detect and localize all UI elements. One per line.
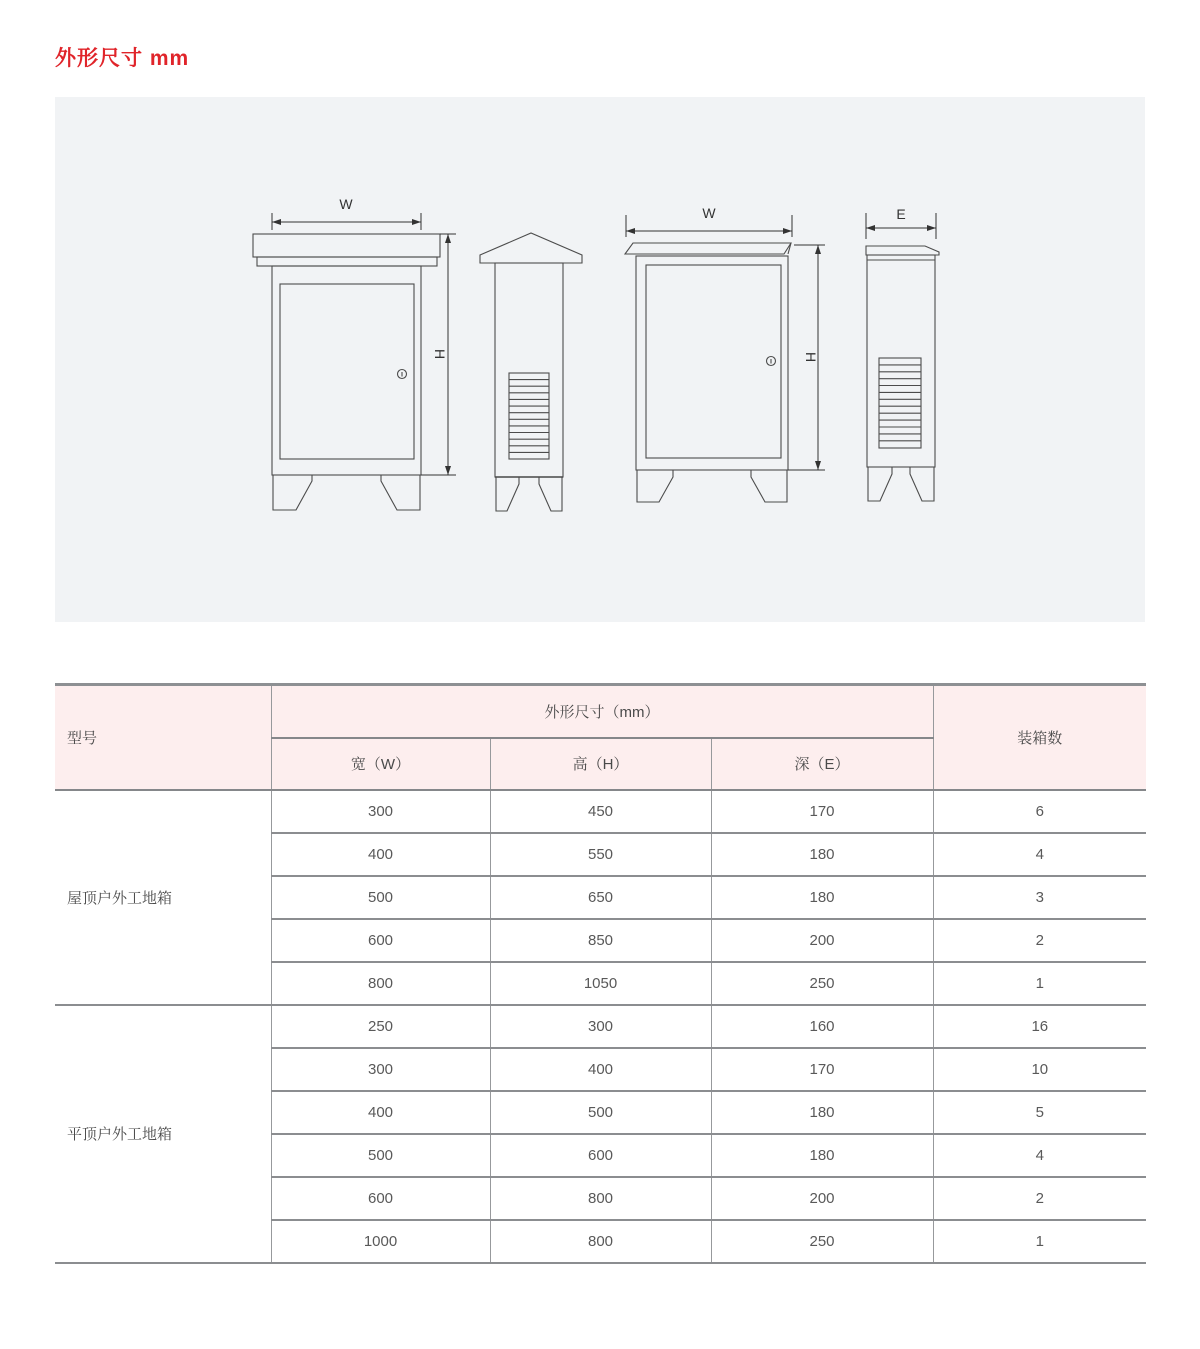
roof-cap <box>253 234 440 257</box>
column-header-packing: 装箱数 <box>933 685 1146 790</box>
pitched-roof-front-view <box>253 196 456 510</box>
dimension-value-cell: 300 <box>271 1048 490 1091</box>
dimension-value-cell: 250 <box>271 1005 490 1048</box>
right-leg <box>910 467 934 501</box>
dimension-value-cell: 800 <box>271 962 490 1005</box>
cabinet-body <box>636 256 788 470</box>
dimension-value-cell: 5 <box>933 1091 1146 1134</box>
dimension-value-cell: 200 <box>711 1177 933 1220</box>
dimension-value-cell: 170 <box>711 1048 933 1091</box>
left-leg <box>637 470 673 502</box>
cabinet-body <box>495 263 563 477</box>
louver-vent-icon <box>509 373 549 459</box>
dimension-value-cell: 600 <box>271 1177 490 1220</box>
dimension-value-cell: 16 <box>933 1005 1146 1048</box>
right-leg <box>751 470 787 502</box>
dimension-value-cell: 600 <box>490 1134 711 1177</box>
dimension-value-cell: 550 <box>490 833 711 876</box>
flat-roof-lip <box>866 246 939 255</box>
lock-icon <box>398 370 407 379</box>
page-title: 外形尺寸 mm <box>55 47 190 70</box>
model-name-cell: 屋顶户外工地箱 <box>55 790 271 1005</box>
column-header-width: 宽（W） <box>271 738 490 790</box>
dimension-value-cell: 170 <box>711 790 933 833</box>
flat-top-side-view <box>866 206 939 501</box>
dimension-value-cell: 4 <box>933 1134 1146 1177</box>
dimension-value-cell: 180 <box>711 1091 933 1134</box>
dimensions-table <box>55 683 1146 1264</box>
cabinet-door <box>280 284 414 459</box>
dimension-value-cell: 600 <box>271 919 490 962</box>
drawing-panel <box>55 97 1145 622</box>
left-leg <box>496 477 519 511</box>
table-body <box>55 790 1146 1263</box>
dimension-value-cell: 2 <box>933 1177 1146 1220</box>
dimension-value-cell: 10 <box>933 1048 1146 1091</box>
dimension-value-cell: 250 <box>711 1220 933 1263</box>
roof-lip <box>257 257 437 266</box>
cabinet-door <box>646 265 781 458</box>
left-leg <box>273 475 312 510</box>
dimension-value-cell: 450 <box>490 790 711 833</box>
column-header-depth: 深（E） <box>711 738 933 790</box>
left-leg <box>868 467 892 501</box>
dimension-value-cell: 650 <box>490 876 711 919</box>
dimension-value-cell: 400 <box>271 833 490 876</box>
dim-label-w: W <box>702 205 716 221</box>
louver-vent-icon <box>879 358 921 448</box>
pitched-roof-side-view <box>480 233 582 511</box>
dimension-value-cell: 1 <box>933 962 1146 1005</box>
flat-top-front-view <box>625 205 825 502</box>
dimension-value-cell: 500 <box>271 876 490 919</box>
dimension-value-cell: 500 <box>490 1091 711 1134</box>
dimension-value-cell: 6 <box>933 790 1146 833</box>
column-header-model: 型号 <box>55 685 271 790</box>
model-name-cell: 平顶户外工地箱 <box>55 1005 271 1263</box>
right-leg <box>539 477 562 511</box>
dimension-value-cell: 500 <box>271 1134 490 1177</box>
dimension-value-cell: 4 <box>933 833 1146 876</box>
dimension-value-cell: 400 <box>271 1091 490 1134</box>
table-row <box>55 790 1146 833</box>
dim-label-e: E <box>896 206 906 222</box>
dimension-value-cell: 1000 <box>271 1220 490 1263</box>
dimension-value-cell: 300 <box>271 790 490 833</box>
dimension-value-cell: 200 <box>711 919 933 962</box>
dimension-value-cell: 180 <box>711 833 933 876</box>
cabinet-drawings <box>55 97 1145 622</box>
dimension-value-cell: 1 <box>933 1220 1146 1263</box>
dimension-value-cell: 1050 <box>490 962 711 1005</box>
dimension-value-cell: 180 <box>711 1134 933 1177</box>
dimension-value-cell: 400 <box>490 1048 711 1091</box>
column-header-height: 高（H） <box>490 738 711 790</box>
dimension-value-cell: 800 <box>490 1177 711 1220</box>
dimension-value-cell: 250 <box>711 962 933 1005</box>
cabinet-body <box>867 255 935 467</box>
dimension-value-cell: 800 <box>490 1220 711 1263</box>
dimension-value-cell: 850 <box>490 919 711 962</box>
dim-label-h: H <box>803 351 819 363</box>
dim-label-w: W <box>339 196 353 212</box>
dimension-value-cell: 180 <box>711 876 933 919</box>
right-leg <box>381 475 420 510</box>
dim-label-h: H <box>432 348 448 360</box>
dimension-value-cell: 300 <box>490 1005 711 1048</box>
flat-roof <box>625 243 791 254</box>
pitched-roof <box>480 233 582 263</box>
dimension-value-cell: 2 <box>933 919 1146 962</box>
width-dimension <box>272 213 421 230</box>
column-header-dims-group: 外形尺寸（mm） <box>271 685 933 738</box>
dimension-value-cell: 3 <box>933 876 1146 919</box>
table-row <box>55 1005 1146 1048</box>
dimension-value-cell: 160 <box>711 1005 933 1048</box>
lock-icon <box>767 357 776 366</box>
